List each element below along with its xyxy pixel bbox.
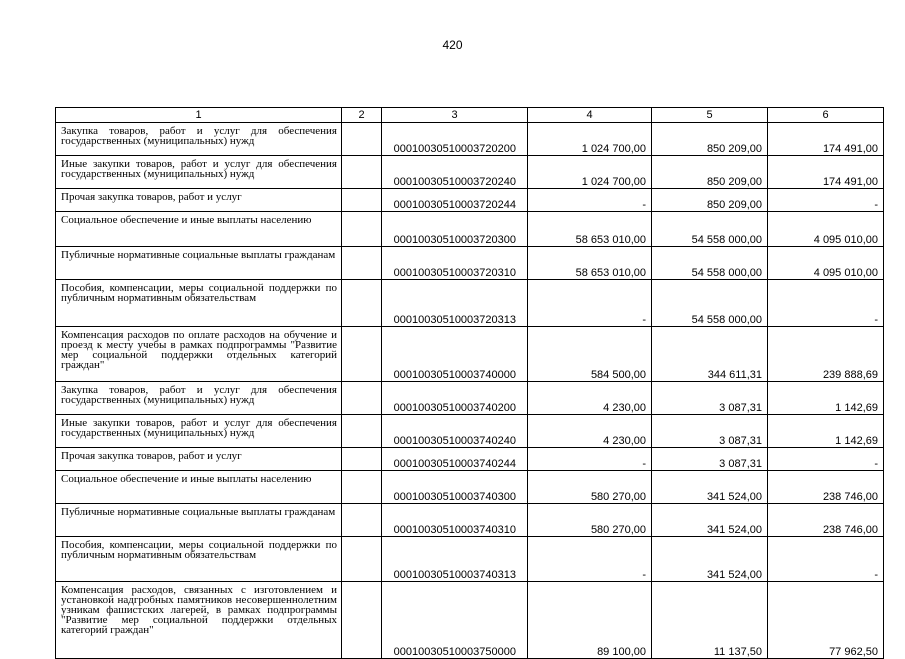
table-header-row bbox=[56, 108, 884, 123]
row-value-4-cell: 58 653 010,00 bbox=[528, 247, 652, 280]
row-value-4-cell: 89 100,00 bbox=[528, 582, 652, 659]
row-col2-cell bbox=[342, 415, 382, 448]
row-value-4-cell: 1 024 700,00 bbox=[528, 156, 652, 189]
row-value-5-cell: 3 087,31 bbox=[652, 415, 768, 448]
row-code-cell: 00010030510003740240 bbox=[382, 415, 528, 448]
row-value-6-cell: 238 746,00 bbox=[768, 504, 884, 537]
row-name-cell: Социальное обеспечение и иные выплаты населению bbox=[56, 212, 342, 247]
row-value-6-cell: - bbox=[768, 537, 884, 582]
row-value-5-cell: 54 558 000,00 bbox=[652, 280, 768, 327]
row-name-cell: Пособия, компенсации, меры социальной поддержки по публичным нормативным обязательствам bbox=[56, 280, 342, 327]
row-value-4-cell: - bbox=[528, 280, 652, 327]
row-code-cell: 00010030510003740000 bbox=[382, 327, 528, 382]
row-col2-cell bbox=[342, 123, 382, 156]
page-number: 420 bbox=[442, 38, 463, 52]
row-col2-cell bbox=[342, 327, 382, 382]
row-col2-cell bbox=[342, 156, 382, 189]
row-name-cell: Прочая закупка товаров, работ и услуг bbox=[56, 448, 342, 471]
column-header: 3 bbox=[382, 108, 528, 123]
row-name-cell: Закупка товаров, работ и услуг для обеспечения государственных (муниципальных) нужд bbox=[56, 382, 342, 415]
row-col2-cell bbox=[342, 537, 382, 582]
row-value-4-cell: - bbox=[528, 189, 652, 212]
row-name-cell: Публичные нормативные социальные выплаты гражданам bbox=[56, 504, 342, 537]
table-row bbox=[56, 123, 884, 156]
row-code-cell: 00010030510003720300 bbox=[382, 212, 528, 247]
row-code-cell: 00010030510003720240 bbox=[382, 156, 528, 189]
row-value-6-cell: 1 142,69 bbox=[768, 382, 884, 415]
row-value-4-cell: 4 230,00 bbox=[528, 415, 652, 448]
row-value-6-cell: 77 962,50 bbox=[768, 582, 884, 659]
row-value-6-cell: 239 888,69 bbox=[768, 327, 884, 382]
row-col2-cell bbox=[342, 582, 382, 659]
column-header: 4 bbox=[528, 108, 652, 123]
row-value-5-cell: 850 209,00 bbox=[652, 156, 768, 189]
row-value-5-cell: 850 209,00 bbox=[652, 189, 768, 212]
row-code-cell: 00010030510003720244 bbox=[382, 189, 528, 212]
row-value-6-cell: - bbox=[768, 448, 884, 471]
row-value-6-cell: 1 142,69 bbox=[768, 415, 884, 448]
table-row bbox=[56, 280, 884, 327]
row-value-4-cell: - bbox=[528, 537, 652, 582]
row-value-4-cell: 4 230,00 bbox=[528, 382, 652, 415]
row-value-5-cell: 341 524,00 bbox=[652, 504, 768, 537]
table-row bbox=[56, 212, 884, 247]
row-value-5-cell: 54 558 000,00 bbox=[652, 212, 768, 247]
row-col2-cell bbox=[342, 247, 382, 280]
row-value-4-cell: 1 024 700,00 bbox=[528, 123, 652, 156]
table-row bbox=[56, 189, 884, 212]
row-code-cell: 00010030510003740300 bbox=[382, 471, 528, 504]
row-value-4-cell: 580 270,00 bbox=[528, 504, 652, 537]
row-name-cell: Социальное обеспечение и иные выплаты населению bbox=[56, 471, 342, 504]
column-header: 5 bbox=[652, 108, 768, 123]
row-col2-cell bbox=[342, 212, 382, 247]
row-value-5-cell: 341 524,00 bbox=[652, 471, 768, 504]
row-col2-cell bbox=[342, 189, 382, 212]
table-row bbox=[56, 582, 884, 659]
row-value-6-cell: 4 095 010,00 bbox=[768, 212, 884, 247]
table-row bbox=[56, 382, 884, 415]
table-row bbox=[56, 156, 884, 189]
table-row bbox=[56, 504, 884, 537]
row-col2-cell bbox=[342, 471, 382, 504]
row-value-4-cell: 58 653 010,00 bbox=[528, 212, 652, 247]
row-col2-cell bbox=[342, 448, 382, 471]
row-code-cell: 00010030510003740310 bbox=[382, 504, 528, 537]
column-header: 2 bbox=[342, 108, 382, 123]
row-col2-cell bbox=[342, 280, 382, 327]
row-value-4-cell: 580 270,00 bbox=[528, 471, 652, 504]
column-header: 1 bbox=[56, 108, 342, 123]
row-name-cell: Иные закупки товаров, работ и услуг для обеспечения государственных (муниципальных) нужд bbox=[56, 156, 342, 189]
row-col2-cell bbox=[342, 382, 382, 415]
row-value-6-cell: 4 095 010,00 bbox=[768, 247, 884, 280]
row-col2-cell bbox=[342, 504, 382, 537]
row-value-5-cell: 850 209,00 bbox=[652, 123, 768, 156]
row-value-6-cell: 174 491,00 bbox=[768, 156, 884, 189]
row-name-cell: Компенсация расходов, связанных с изготовлением и установкой надгробных памятников несовершеннолетним узникам фашистских лагерей, в рамках подпрограммы "Развитие мер социальной поддержки отдельных категорий граждан" bbox=[56, 582, 342, 659]
table-row bbox=[56, 415, 884, 448]
row-value-5-cell: 341 524,00 bbox=[652, 537, 768, 582]
table-row bbox=[56, 471, 884, 504]
row-name-cell: Прочая закупка товаров, работ и услуг bbox=[56, 189, 342, 212]
row-name-cell: Компенсация расходов по оплате расходов на обучение и проезд к месту учебы в рамках подпрограммы "Развитие мер социальной поддержки отдельных категорий граждан" bbox=[56, 327, 342, 382]
row-code-cell: 00010030510003740200 bbox=[382, 382, 528, 415]
row-value-4-cell: 584 500,00 bbox=[528, 327, 652, 382]
row-value-5-cell: 54 558 000,00 bbox=[652, 247, 768, 280]
row-value-5-cell: 344 611,31 bbox=[652, 327, 768, 382]
row-code-cell: 00010030510003740313 bbox=[382, 537, 528, 582]
row-value-5-cell: 11 137,50 bbox=[652, 582, 768, 659]
row-value-4-cell: - bbox=[528, 448, 652, 471]
table-row bbox=[56, 537, 884, 582]
row-value-6-cell: - bbox=[768, 280, 884, 327]
row-name-cell: Пособия, компенсации, меры социальной поддержки по публичным нормативным обязательствам bbox=[56, 537, 342, 582]
row-code-cell: 00010030510003720313 bbox=[382, 280, 528, 327]
table-row bbox=[56, 327, 884, 382]
row-name-cell: Публичные нормативные социальные выплаты гражданам bbox=[56, 247, 342, 280]
row-name-cell: Закупка товаров, работ и услуг для обеспечения государственных (муниципальных) нужд bbox=[56, 123, 342, 156]
row-name-cell: Иные закупки товаров, работ и услуг для обеспечения государственных (муниципальных) нужд bbox=[56, 415, 342, 448]
budget-table bbox=[55, 107, 884, 659]
row-code-cell: 00010030510003740244 bbox=[382, 448, 528, 471]
row-code-cell: 00010030510003720310 bbox=[382, 247, 528, 280]
row-value-6-cell: 174 491,00 bbox=[768, 123, 884, 156]
row-value-6-cell: 238 746,00 bbox=[768, 471, 884, 504]
column-header: 6 bbox=[768, 108, 884, 123]
row-value-6-cell: - bbox=[768, 189, 884, 212]
row-code-cell: 00010030510003750000 bbox=[382, 582, 528, 659]
row-value-5-cell: 3 087,31 bbox=[652, 382, 768, 415]
row-value-5-cell: 3 087,31 bbox=[652, 448, 768, 471]
table-row bbox=[56, 247, 884, 280]
row-code-cell: 00010030510003720200 bbox=[382, 123, 528, 156]
table-row bbox=[56, 448, 884, 471]
